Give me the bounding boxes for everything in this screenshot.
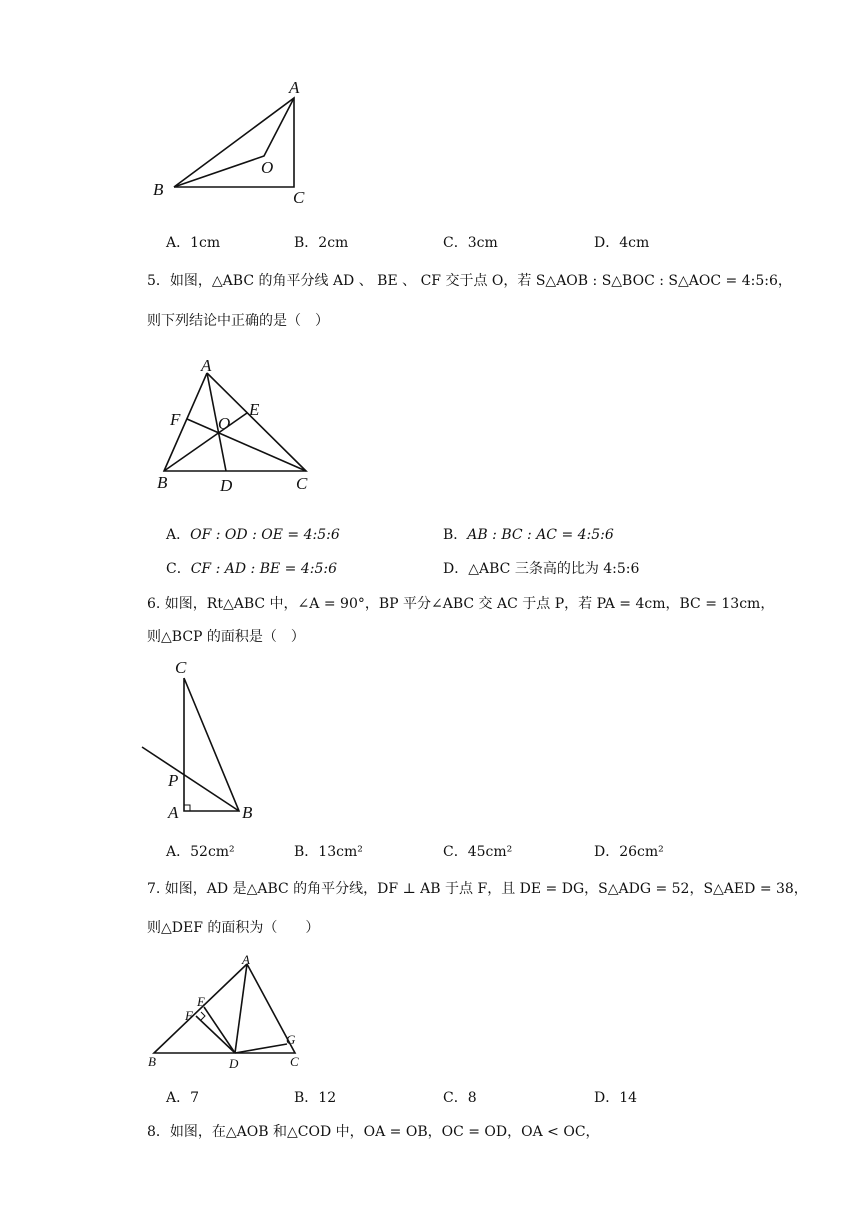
q4-label-O: O — [261, 158, 274, 177]
q5-option-b-text: AB : BC : AC = 4:5:6 — [467, 527, 614, 543]
q5-option-b[interactable] — [443, 524, 614, 544]
q7-label-D: D — [229, 1056, 239, 1071]
q4-label-C: C — [293, 188, 305, 207]
q7-option-d-key: D． — [594, 1090, 620, 1106]
q7-option-b-text: 12 — [318, 1090, 337, 1106]
q4-option-a-text: 1cm — [190, 235, 221, 251]
q7-right-angle-mark — [201, 1012, 205, 1020]
q6-option-b-key: B． — [294, 844, 319, 860]
q5-label-C: C — [296, 474, 308, 493]
q5-figure — [150, 355, 330, 495]
q4-option-c-key: C． — [443, 235, 468, 251]
q7-option-d-text: 14 — [619, 1090, 638, 1106]
q6-option-d[interactable] — [594, 841, 664, 861]
q6-label-P: P — [168, 771, 179, 790]
q7-segment-df — [196, 1016, 235, 1053]
q7-segment-dg — [235, 1044, 287, 1053]
q4-option-b-text: 2cm — [318, 235, 349, 251]
q6-option-a-text: 52cm² — [190, 844, 235, 860]
q5-option-b-key: B． — [443, 527, 468, 543]
q5-option-a[interactable] — [166, 524, 340, 544]
q7-option-a[interactable] — [166, 1087, 199, 1107]
q7-label-A: A — [242, 952, 250, 967]
q5-bisector-cf — [187, 419, 306, 471]
q7-option-c-key: C． — [443, 1090, 468, 1106]
q4-triangle — [174, 98, 294, 187]
q6-option-c-text: 45cm² — [467, 844, 513, 860]
q7-stem-line1: 7. 如图，AD 是△ABC 的角平分线，DF ⊥ AB 于点 F，且 DE = DG，S△ADG = 52，S△AED = 38， — [147, 881, 808, 897]
q6-bisector-bp — [142, 747, 239, 811]
q7-label-F: F — [185, 1008, 193, 1023]
q6-right-angle-mark — [184, 805, 190, 811]
q6-option-a-key: A． — [166, 844, 191, 860]
q5-stem-line1: 5．如图，△ABC 的角平分线 AD 、 BE 、 CF 交于点 O，若 S△AOB : S△BOC : S△AOC = 4:5:6， — [147, 273, 792, 289]
q6-stem-line2: 则△BCP 的面积是（ ） — [147, 629, 305, 645]
q7-option-a-key: A． — [166, 1090, 191, 1106]
q6-label-A: A — [168, 803, 179, 822]
q5-label-B: B — [157, 473, 168, 492]
q6-option-d-text: 26cm² — [619, 844, 664, 860]
q7-label-C: C — [290, 1054, 299, 1069]
q8-stem-line1: 8．如图，在△AOB 和△COD 中，OA = OB，OC = OD，OA < OC， — [147, 1124, 600, 1140]
q5-label-D: D — [220, 476, 233, 495]
q5-option-c-text: CF : AD : BE = 4:5:6 — [190, 561, 338, 577]
q5-label-O: O — [218, 414, 231, 433]
q6-option-b-text: 13cm² — [318, 844, 363, 860]
q7-option-c[interactable] — [443, 1087, 477, 1107]
q5-option-d-text: △ABC 三条高的比为 4:5:6 — [468, 561, 640, 577]
q6-option-a[interactable] — [166, 841, 235, 861]
q7-option-a-text: 7 — [190, 1090, 200, 1106]
q6-option-c-key: C． — [443, 844, 468, 860]
q6-option-d-key: D． — [594, 844, 620, 860]
q4-option-a[interactable] — [166, 232, 220, 252]
q5-option-a-text: OF : OD : OE = 4:5:6 — [190, 527, 340, 543]
q6-label-C: C — [175, 658, 187, 677]
q4-option-d-text: 4cm — [619, 235, 650, 251]
q7-option-b-key: B． — [294, 1090, 319, 1106]
q4-option-b-key: B． — [294, 235, 319, 251]
q4-option-c[interactable] — [443, 232, 498, 252]
q5-option-d-key: D． — [443, 561, 469, 577]
q5-label-E: E — [249, 400, 260, 419]
q7-segment-de — [204, 1007, 235, 1053]
q6-option-c[interactable] — [443, 841, 512, 861]
q6-stem-line1: 6. 如图，Rt△ABC 中，∠A = 90°，BP 平分∠ABC 交 AC 于点 P，若 PA = 4cm，BC = 13cm， — [147, 596, 775, 612]
q7-bisector-ad — [235, 964, 247, 1053]
q6-option-b[interactable] — [294, 841, 363, 861]
q7-stem-line2: 则△DEF 的面积为（ ） — [147, 920, 320, 936]
q5-label-A: A — [201, 356, 212, 375]
q7-label-G: G — [286, 1032, 296, 1047]
q4-option-c-text: 3cm — [467, 235, 498, 251]
q7-label-B: B — [148, 1054, 156, 1069]
q5-option-c[interactable] — [166, 558, 337, 578]
q4-label-A: A — [289, 78, 300, 97]
q4-figure — [140, 70, 340, 220]
q7-option-d[interactable] — [594, 1087, 637, 1107]
q4-label-B: B — [153, 180, 164, 199]
q4-option-b[interactable] — [294, 232, 348, 252]
q5-option-a-key: A． — [166, 527, 191, 543]
q7-option-b[interactable] — [294, 1087, 336, 1107]
q5-label-F: F — [170, 410, 181, 429]
q6-label-B: B — [242, 803, 253, 822]
q6-triangle — [184, 678, 239, 811]
q4-option-d-key: D． — [594, 235, 620, 251]
q4-option-a-key: A． — [166, 235, 191, 251]
q7-label-E: E — [197, 994, 205, 1009]
q5-option-d[interactable] — [443, 558, 639, 578]
q4-option-d[interactable] — [594, 232, 649, 252]
q5-stem-line2: 则下列结论中正确的是（ ） — [147, 313, 329, 329]
q5-option-c-key: C． — [166, 561, 191, 577]
q7-triangle — [154, 964, 295, 1053]
q7-figure — [140, 950, 320, 1075]
q7-option-c-text: 8 — [467, 1090, 477, 1106]
q6-figure — [140, 655, 280, 830]
